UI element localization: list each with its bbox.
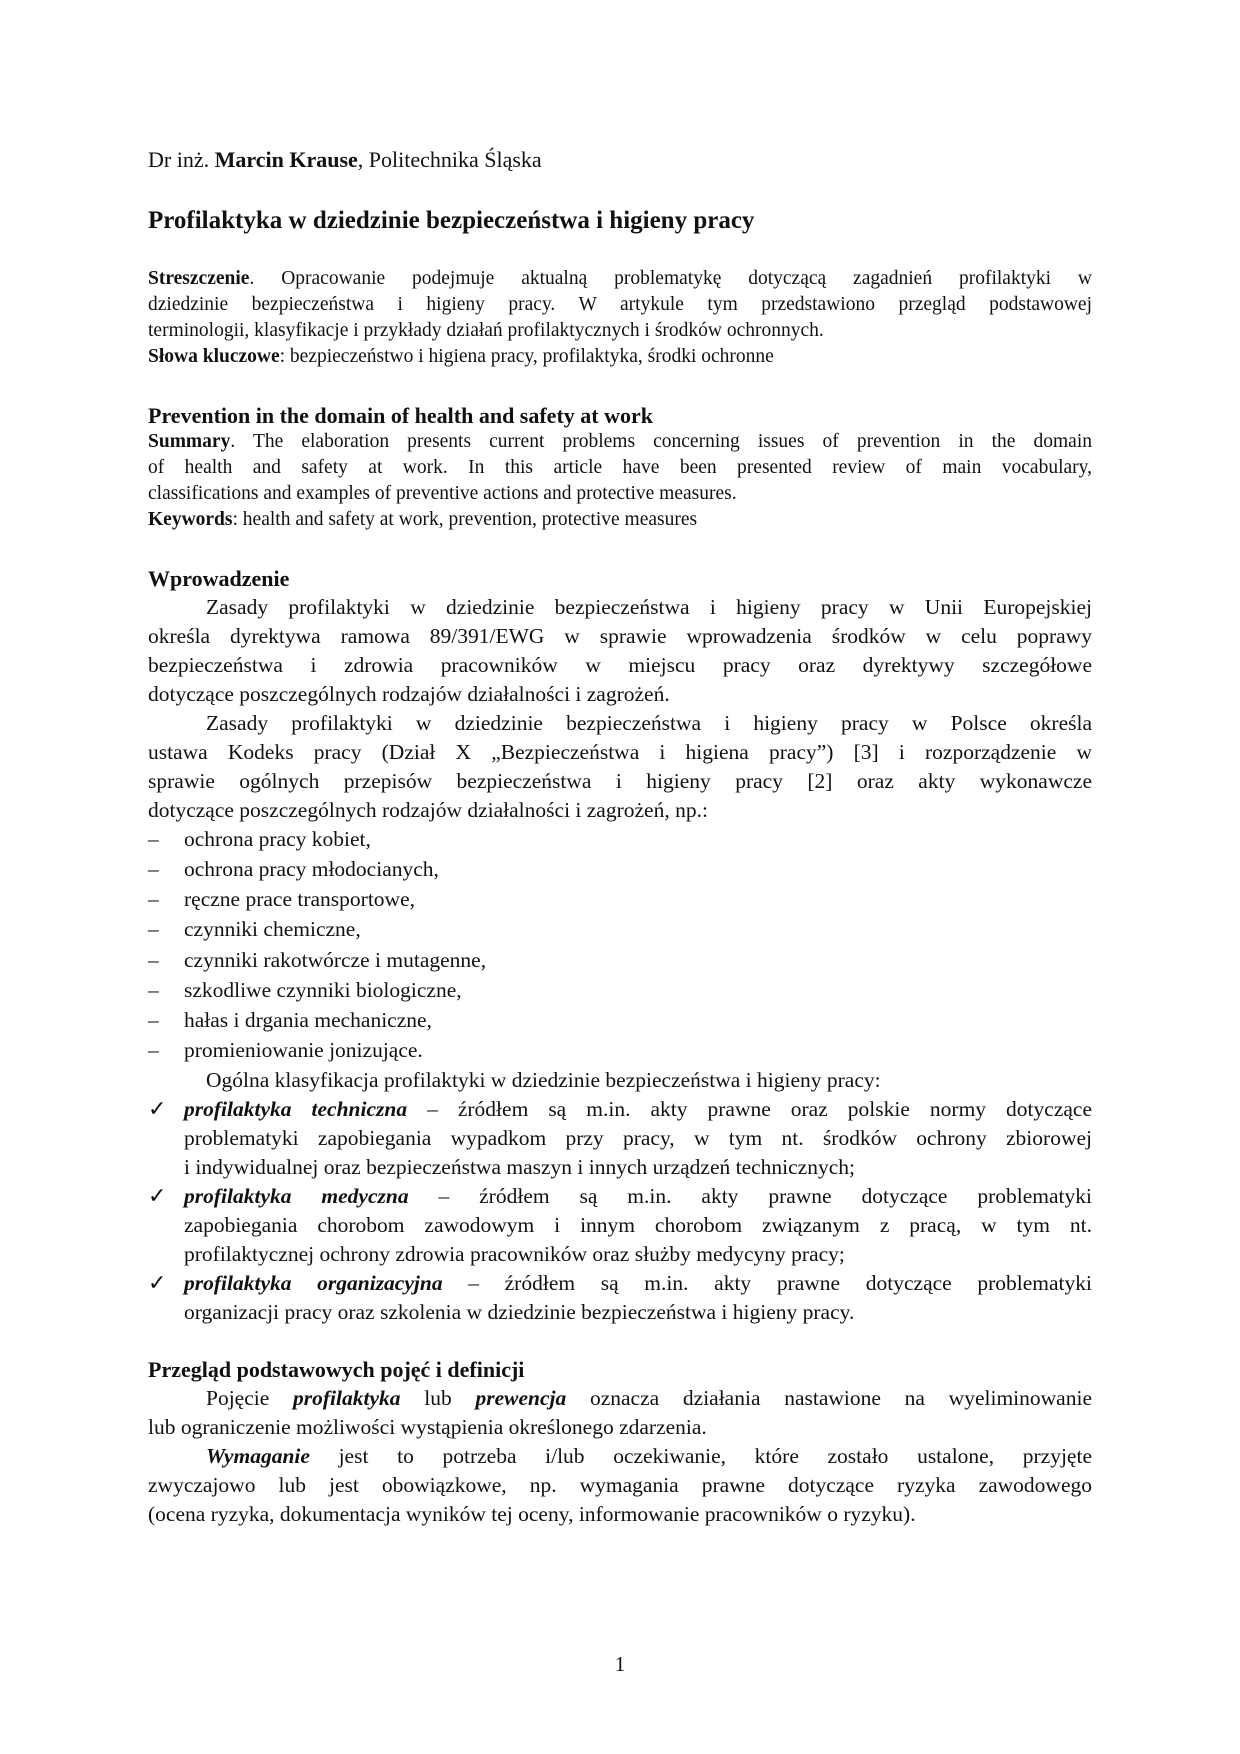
classification-line xyxy=(184,1269,1092,1297)
keywords-pl xyxy=(148,344,774,370)
intro-p1-line-4: dotyczące poszczególnych rodzajów działalności i zagrożeń. xyxy=(148,682,670,706)
abstract-pl-line-1 xyxy=(148,266,1092,292)
classification-line: profilaktycznej ochrony zdrowia pracowników oraz służby medycyny pracy; xyxy=(184,1242,845,1266)
definition-p2-line-1 xyxy=(148,1442,1092,1470)
classification-intro: Ogólna klasyfikacja profilaktyki w dziedzinie bezpieczeństwa i higieny pracy: xyxy=(206,1068,881,1092)
intro-p2-line-3: sprawie ogólnych przepisów bezpieczeństwa i higieny pracy [2] oraz akty wykonawcze xyxy=(148,769,1092,793)
definition-p2-line-3: (ocena ryzyka, dokumentacja wyników tej oceny, informowanie pracowników o ryzyku). xyxy=(148,1502,916,1526)
author-line xyxy=(148,146,542,174)
classification-line xyxy=(184,1182,1092,1210)
dash-bullet-icon: – xyxy=(148,857,159,881)
author-name: Marcin Krause xyxy=(214,147,358,172)
definition-term: profilaktyka xyxy=(293,1386,401,1410)
checkmark-icon: ✓ xyxy=(148,1096,167,1121)
definition-term: prewencja xyxy=(475,1386,567,1410)
keywords-en xyxy=(148,507,697,533)
abstract-en-line-2: of health and safety at work. In this article have been presented review of main vocabulary, xyxy=(148,457,1092,478)
author-title: Dr inż. xyxy=(148,147,215,172)
checkmark-icon: ✓ xyxy=(148,1183,167,1208)
dash-bullet-icon: – xyxy=(148,917,159,941)
keywords-en-text: : health and safety at work, prevention, protective measures xyxy=(232,509,698,530)
intro-p2-line-1: Zasady profilaktyki w dziedzinie bezpieczeństwa i higieny pracy w Polsce określa xyxy=(206,711,1092,735)
definition-p2-line-2: zwyczajowo lub jest obowiązkowe, np. wymagania prawne dotyczące ryzyka zawodowego xyxy=(148,1473,1092,1497)
author-affiliation: , Politechnika Śląska xyxy=(357,147,542,172)
classification-term: profilaktyka techniczna xyxy=(184,1097,408,1121)
definition-text: jest to potrzeba i/lub oczekiwanie, które zostało ustalone, przyjęte xyxy=(309,1444,1092,1468)
definition-term: Wymaganie xyxy=(206,1444,310,1468)
dash-bullet-icon: – xyxy=(148,827,159,851)
definition-text: oznacza działania nastawione na wyeliminowanie xyxy=(566,1386,1092,1410)
classification-line: problematyki zapobiegania wypadkom przy pracy, w tym nt. środków ochrony zbiorowej xyxy=(184,1126,1092,1150)
intro-p1-line-2: określa dyrektywa ramowa 89/391/EWG w sprawie wprowadzenia środków w celu poprawy xyxy=(148,624,1092,648)
definitions-heading: Przegląd podstawowych pojęć i definicji xyxy=(148,1357,525,1382)
abstract-en-line-3: classifications and examples of preventive actions and protective measures. xyxy=(148,483,737,504)
definition-text: lub xyxy=(400,1386,476,1410)
abstract-en-title: Prevention in the domain of health and safety at work xyxy=(148,403,653,428)
dash-bullet-icon: – xyxy=(148,887,159,911)
list-item-text: ochrona pracy kobiet, xyxy=(184,827,371,851)
page-number: 1 xyxy=(614,1652,626,1676)
classification-line: i indywidualnej oraz bezpieczeństwa maszyn i innych urządzeń technicznych; xyxy=(184,1155,855,1179)
classification-line: zapobiegania chorobom zawodowym i innym chorobom związanym z pracą, w tym nt. xyxy=(184,1213,1092,1237)
classification-line: organizacji pracy oraz szkolenia w dziedzinie bezpieczeństwa i higieny pracy. xyxy=(184,1300,855,1324)
intro-heading: Wprowadzenie xyxy=(148,566,290,591)
classification-text: – źródłem są m.in. akty prawne dotyczące problematyki xyxy=(442,1271,1092,1295)
list-item-text: promieniowanie jonizujące. xyxy=(184,1038,423,1062)
definition-p1-line-1 xyxy=(148,1384,1092,1412)
abstract-en-line-1 xyxy=(148,429,1092,455)
intro-p1-line-1: Zasady profilaktyki w dziedzinie bezpieczeństwa i higieny pracy w Unii Europejskiej xyxy=(206,595,1092,619)
list-item-text: hałas i drgania mechaniczne, xyxy=(184,1008,432,1032)
abstract-en-text: . The elaboration presents current problems concerning issues of prevention in the domain xyxy=(230,431,1092,452)
list-item-text: czynniki chemiczne, xyxy=(184,917,361,941)
dash-bullet-icon: – xyxy=(148,978,159,1002)
definition-p1-line-2: lub ograniczenie możliwości wystąpienia określonego zdarzenia. xyxy=(148,1415,707,1439)
classification-text: – źródłem są m.in. akty prawne oraz polskie normy dotyczące xyxy=(407,1097,1092,1121)
dash-bullet-icon: – xyxy=(148,1038,159,1062)
classification-text: – źródłem są m.in. akty prawne dotyczące problematyki xyxy=(408,1184,1092,1208)
intro-p2-line-4: dotyczące poszczególnych rodzajów działalności i zagrożeń, np.: xyxy=(148,798,708,822)
document-title: Profilaktyka w dziedzinie bezpieczeństwa i higieny pracy xyxy=(148,207,755,234)
dash-bullet-icon: – xyxy=(148,948,159,972)
keywords-pl-label: Słowa kluczowe xyxy=(148,346,280,367)
keywords-pl-text: : bezpieczeństwo i higiena pracy, profilaktyka, środki ochronne xyxy=(279,346,774,367)
classification-term: profilaktyka organizacyjna xyxy=(184,1271,443,1295)
intro-p2-line-2: ustawa Kodeks pracy (Dział X „Bezpieczeństwa i higiena pracy”) [3] i rozporządzenie w xyxy=(148,740,1092,764)
abstract-pl-line-3: terminologii, klasyfikacje i przykłady działań profilaktycznych i środków ochronnych. xyxy=(148,320,824,341)
classification-term: profilaktyka medyczna xyxy=(184,1184,409,1208)
abstract-en-label: Summary xyxy=(148,431,231,452)
abstract-pl-text: . Opracowanie podejmuje aktualną problematykę dotyczącą zagadnień profilaktyki w xyxy=(249,268,1092,289)
abstract-pl-label: Streszczenie xyxy=(148,268,250,289)
list-item-text: szkodliwe czynniki biologiczne, xyxy=(184,978,462,1002)
dash-bullet-icon: – xyxy=(148,1008,159,1032)
keywords-en-label: Keywords xyxy=(148,509,233,530)
list-item-text: ochrona pracy młodocianych, xyxy=(184,857,439,881)
list-item-text: czynniki rakotwórcze i mutagenne, xyxy=(184,948,487,972)
checkmark-icon: ✓ xyxy=(148,1270,167,1295)
classification-line xyxy=(184,1095,1092,1123)
abstract-pl-line-2: dziedzinie bezpieczeństwa i higieny pracy. W artykule tym przedstawiono przegląd podstawowej xyxy=(148,294,1092,315)
definition-text: Pojęcie xyxy=(206,1386,294,1410)
intro-p1-line-3: bezpieczeństwa i zdrowia pracowników w miejscu pracy oraz dyrektywy szczegółowe xyxy=(148,653,1092,677)
list-item-text: ręczne prace transportowe, xyxy=(184,887,415,911)
